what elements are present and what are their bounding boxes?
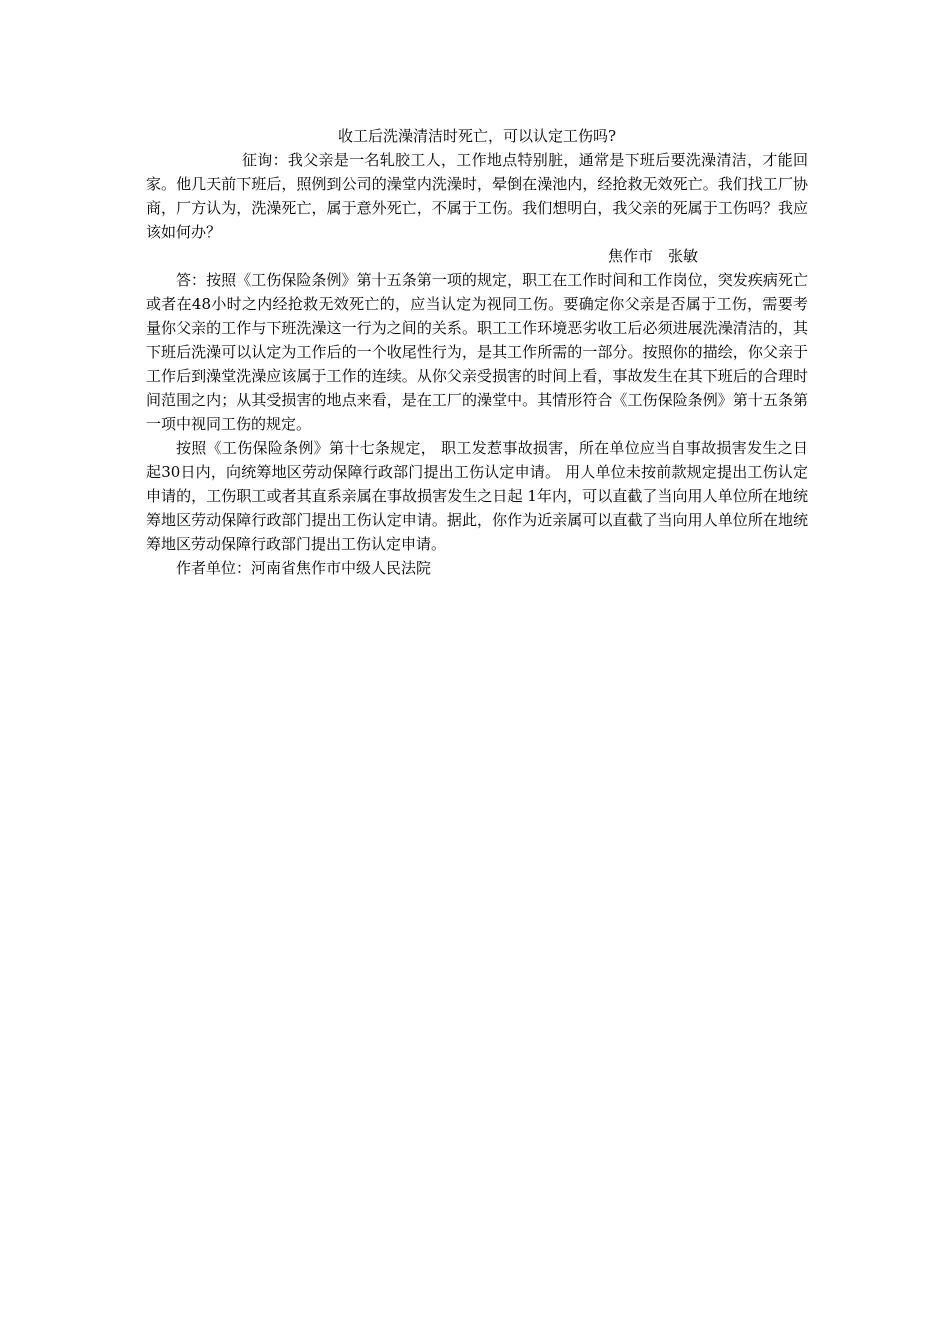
author-unit: 作者单位：河南省焦作市中级人民法院 bbox=[176, 559, 432, 577]
questioner-signature: 焦作市 张敏 bbox=[607, 247, 698, 265]
answer-paragraph-1: 答：按照《工伤保险条例》第十五条第一项的规定，职工在工作时间和工作岗位，突发疾病死亡或者在48小时之内经抢救无效死亡的，应当认定为视同工伤。要确定你父亲是否属于工伤，需要考量你父亲的工作与下班洗澡这一行为之间的关系。职工工作环境恶劣收工后必须进展洗澡清洁的，其下班后洗澡可以认定为工作后的一个收尾性行为，是其工作所需的一部分。按照你的描绘，你父亲于工作后到澡堂洗澡应该属于工作的连续。从你父亲受损害的时间上看，事故发生在其下班后的合理时间范围之内；从其受损害的地点来看，是在工厂的澡堂中。其情形符合《工伤保险条例》第十五条第一项中视同工伤的规定。 bbox=[146, 271, 808, 433]
article-title: 收工后洗澡清洁时死亡，可以认定工伤吗? bbox=[337, 127, 617, 145]
question-paragraph: 征询：我父亲是一名轧胶工人，工作地点特别脏，通常是下班后要洗澡清洁，才能回家。他几天前下班后，照例到公司的澡堂内洗澡时，晕倒在澡池内，经抢救无效死亡。我们找工厂协商，厂方认为，洗澡死亡，属于意外死亡，不属于工伤。我们想明白，我父亲的死属于工伤吗？我应该如何办？ bbox=[146, 151, 808, 241]
article-body bbox=[146, 124, 808, 580]
answer-paragraph-2: 按照《工伤保险条例》第十七条规定， 职工发惹事故损害，所在单位应当自事故损害发生之日起30日内，向统筹地区劳动保障行政部门提出工伤认定申请。 用人单位未按前款规定提出工伤认定申请的，工伤职工或者其直系亲属在事故损害发生之日起 1年内，可以直截了当向用人单位所在地统筹地区劳动保障行政部门提出工伤认定申请。据此，你作为近亲属可以直截了当向用人单位所在地统筹地区劳动保障行政部门提出工伤认定申请。 bbox=[146, 439, 808, 553]
